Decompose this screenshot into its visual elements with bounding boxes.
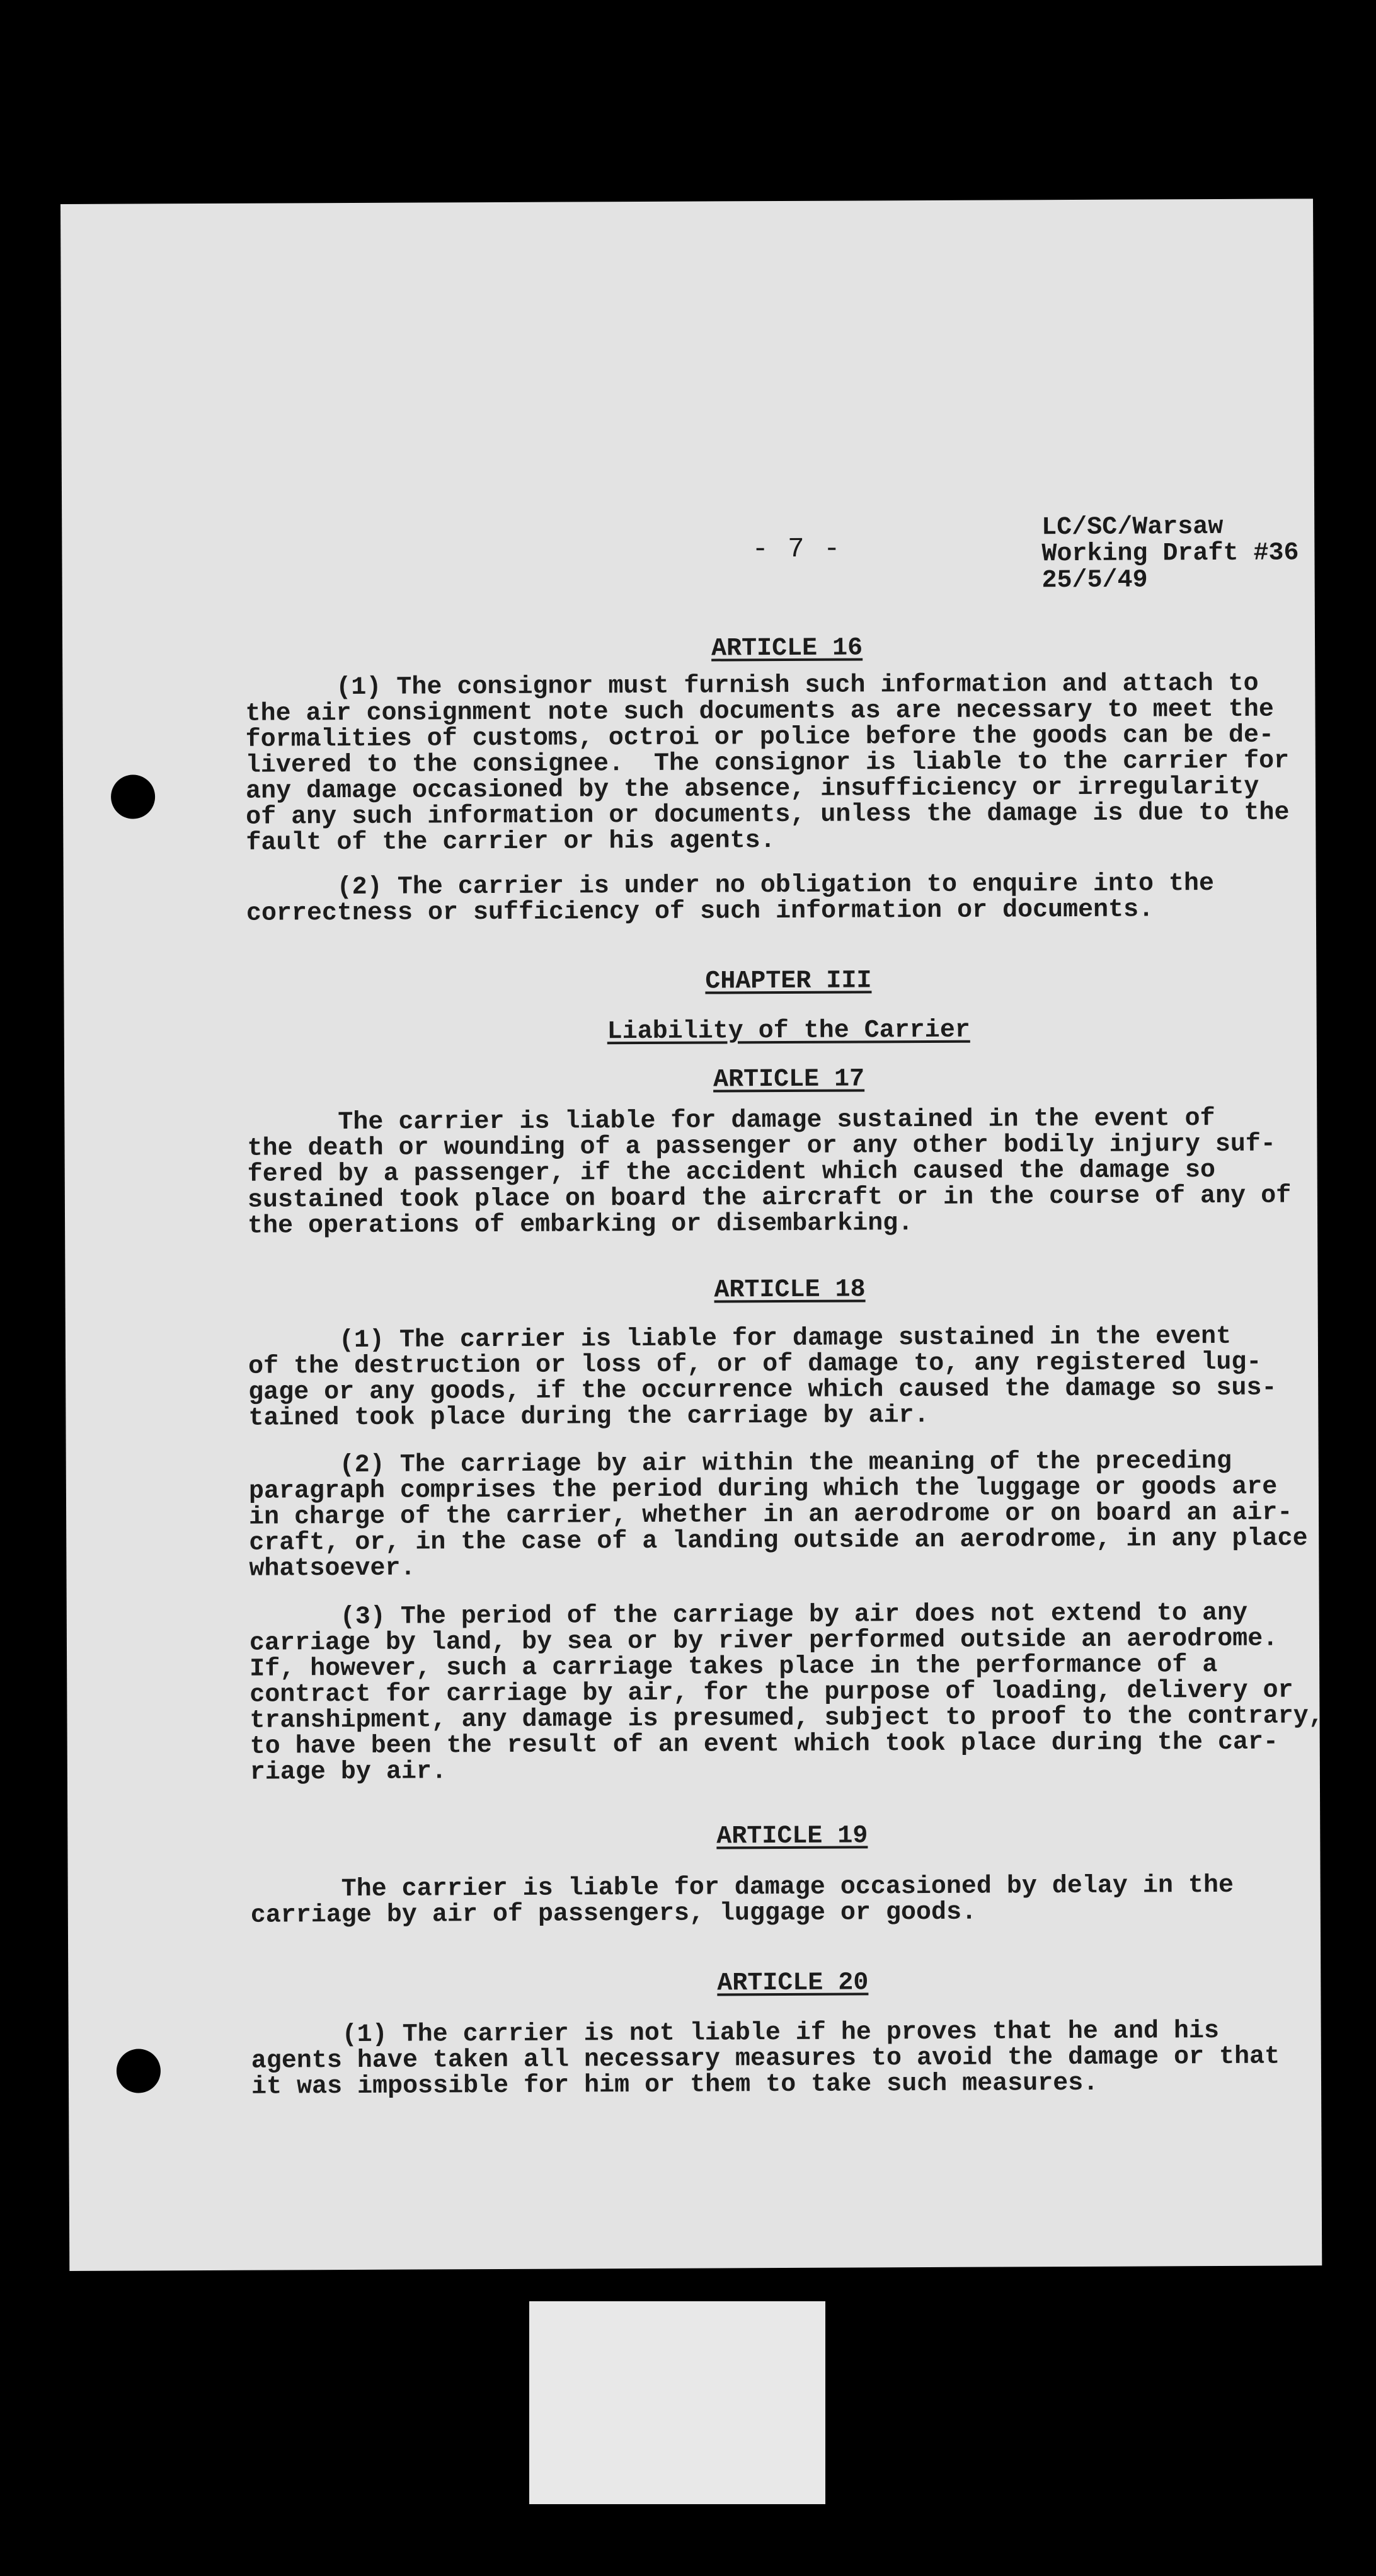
reference-line: 25/5/49 — [1041, 566, 1148, 595]
reference-line: LC/SC/Warsaw — [1041, 512, 1224, 543]
document-body — [245, 633, 1335, 2100]
article-heading: ARTICLE 19 — [716, 1822, 868, 1851]
article-paragraph: The carrier is liable for damage sustained in the event of the death or wounding of a passenger or any other bodily injury suf- fered by a passenger, if the accident which caused the damage so sustained took place on board the aircraft or in the course of any of the operations of embarking or disembarking. — [247, 1105, 1292, 1241]
document-reference — [1041, 514, 1299, 594]
article-paragraph: (2) The carrier is under no obligation to enquire into the correctness or sufficiency of such information or documents. — [246, 870, 1215, 928]
article-paragraph: (1) The consignor must furnish such information and attach to the air consignment note such documents as are necessary to meet the formalities of customs, octroi or police before the goods can be de- livered to the consignee. The consignor is liable to the carrier for any damage occasioned by the absence, insufficiency or irregularity of any such information or documents, unless the damage is due to the fault of the carrier or his agents. — [245, 669, 1290, 858]
document-page — [60, 198, 1322, 2271]
article-heading: ARTICLE 17 — [713, 1065, 865, 1095]
article-paragraph: The carrier is liable for damage occasioned by delay in the carriage by air of passengers, luggage or goods. — [250, 1871, 1234, 1930]
blank-label — [529, 2301, 825, 2504]
article-heading: ARTICLE 18 — [714, 1275, 866, 1305]
chapter-heading: CHAPTER III — [705, 967, 872, 996]
reference-line: Working Draft #36 — [1041, 539, 1299, 569]
page-number: - 7 - — [752, 533, 842, 566]
article-heading: ARTICLE 16 — [711, 634, 863, 664]
article-paragraph: (1) The carrier is liable for damage sustained in the event of the destruction or loss of, or of damage to, any registered lug- gage or any goods, if the occurrence which caused the damage so sus- tained took place during the carriage by air. — [248, 1322, 1277, 1433]
article-heading: ARTICLE 20 — [717, 1969, 869, 1998]
punch-hole — [117, 2049, 161, 2093]
chapter-subheading: Liability of the Carrier — [607, 1016, 970, 1047]
article-paragraph: (3) The period of the carriage by air does not extend to any carriage by land, by sea or by river performed outside an aerodrome. If, however, such a carriage takes place in the performance of a contract for carriage by air, for the purpose of loading, delivery or transhipment, any damage is presumed, subject to proof to the contrary, to have been the result of an event which took place during the car- riage by air. — [249, 1599, 1324, 1787]
article-paragraph: (2) The carriage by air within the meaning of the preceding paragraph comprises the period during which the luggage or goods are in charge of the carrier, whether in an aerodrome or on board an air- craft, or, in the case of a landing outside an aerodrome, in any place whatsoever. — [248, 1447, 1308, 1584]
article-paragraph: (1) The carrier is not liable if he proves that he and his agents have taken all necessary measures to avoid the damage or that it was impossible for him or them to take such measures. — [251, 2017, 1280, 2102]
punch-hole — [111, 774, 155, 819]
